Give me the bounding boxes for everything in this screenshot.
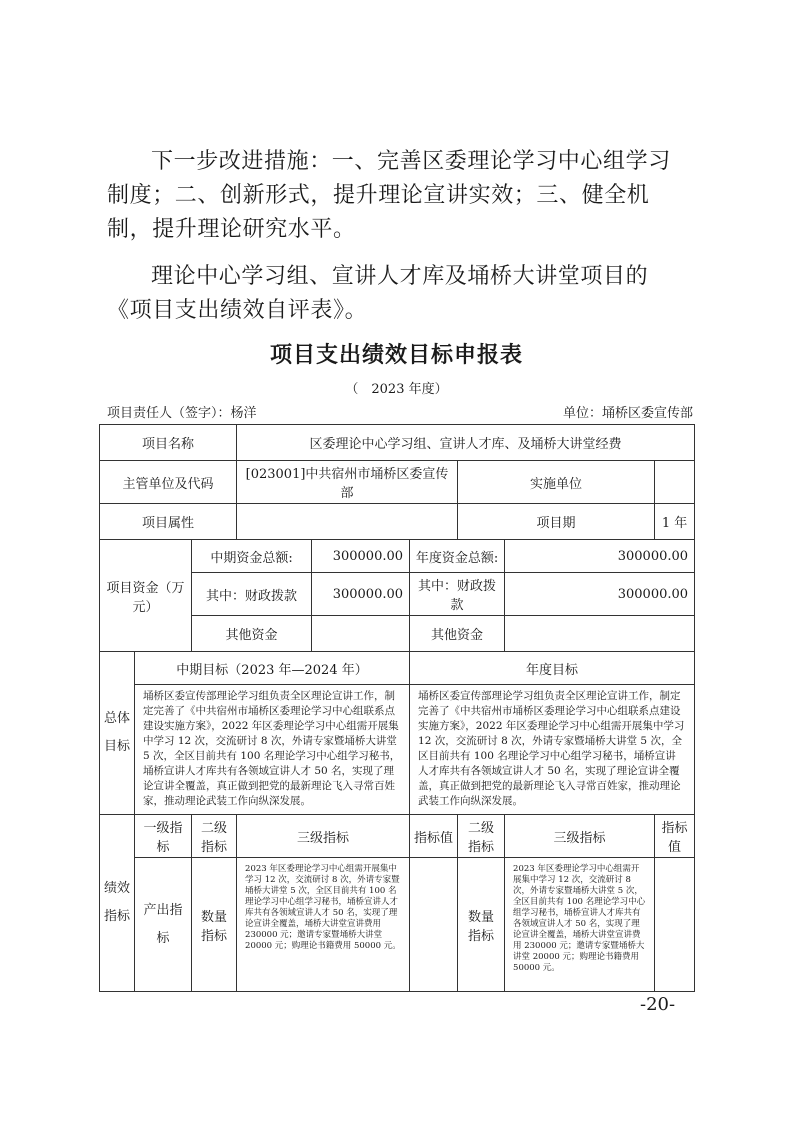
overall-goal-label: 总体目标 <box>100 652 135 815</box>
row-goal-header <box>100 652 695 685</box>
attr-value <box>237 504 458 540</box>
responsible-person: 项目责任人（签字）：杨洋 <box>107 406 257 421</box>
quantity-indicator-label: 数量指标 <box>192 858 237 992</box>
quantity-indicator-text-b: 2023 年区委理论学习中心组需开展集中学习 12 次，交流研讨 8 次，外请专家暨埇桥大讲堂 5 次，全区目前共有 100 名理论学习中心组学习秘书，埇桥宣讲人才库共有各领域宣讲人才 50 名，实现了理论宣讲全覆盖，埇桥大讲堂宣讲费用 230000 元；邀请专家暨埇桥大讲堂 20000 元；购理论书籍费用 50000 元。 <box>505 858 655 992</box>
mid-fiscal-value: 300000.00 <box>312 573 410 616</box>
value-header-b: 指标值 <box>655 815 695 858</box>
period-label: 项目期 <box>458 504 655 540</box>
year-other-value <box>505 616 695 652</box>
level1-header: 一级指标 <box>135 815 192 858</box>
project-name-value: 区委理论中心学习组、宣讲人才库、及埇桥大讲堂经费 <box>237 425 695 461</box>
mid-total-label: 中期资金总额: <box>192 540 312 573</box>
period-value: 1 年 <box>655 504 695 540</box>
year-goal-label: 年度目标 <box>410 652 695 685</box>
performance-indicator-label: 绩效指标 <box>100 815 135 992</box>
form-title: 项目支出绩效目标申报表 <box>269 343 523 368</box>
quantity-indicator-value-b <box>655 858 695 992</box>
unit-name: 单位：埇桥区委宣传部 <box>562 406 693 421</box>
dept-label: 主管单位及代码 <box>100 461 237 504</box>
year-fiscal-value: 300000.00 <box>505 573 695 616</box>
row-department <box>100 461 695 504</box>
fund-label: 项目资金（万元） <box>100 540 192 652</box>
mid-other-value <box>312 616 410 652</box>
paragraph-self-evaluation-note: 理论中心学习组、宣讲人才库及埇桥大讲堂项目的《项目支出绩效自评表》。 <box>107 264 649 323</box>
year-total-label: 年度资金总额: <box>410 540 505 573</box>
quantity-indicator-label-b: 数量指标 <box>458 858 505 992</box>
year-goal-text: 埇桥区委宣传部理论学习组负责全区理论宣讲工作，制定完善了《中共宿州市埇桥区委理论学习中心组联系点建设实施方案》，2022 年区委理论学习中心组需开展集中学习 12 次，交流研讨 8 次，外请专家暨埇桥大讲堂 5 次，全区目前共有 100 名理论学习中心组学习秘书，埇桥宣讲人才库共有各领域宣讲人才 50 名，实现了理论宣讲全覆盖，真正做到把党的最新理论飞入寻常百姓家，推动理论武装工作向纵深发展。 <box>410 685 695 815</box>
impl-label: 实施单位 <box>458 461 655 504</box>
mid-other-label: 其他资金 <box>192 616 312 652</box>
year-fiscal-label: 其中：财政拨款 <box>410 573 505 616</box>
value-header: 指标值 <box>410 815 458 858</box>
mid-goal-text: 埇桥区委宣传部理论学习组负责全区理论宣讲工作，制定完善了《中共宿州市埇桥区委理论学习中心组联系点建设实施方案》，2022 年区委理论学习中心组需开展集中学习 12 次，交流研讨 8 次，外请专家暨埇桥大讲堂 5 次，全区目前共有 100 名理论学习中心组学习秘书，埇桥宣讲人才库共有各领域宣讲人才 50 名，实现了理论宣讲全覆盖，真正做到把党的最新理论飞入寻常百姓家，推动理论武装工作向纵深发展。 <box>135 685 410 815</box>
mid-goal-label: 中期目标（2023 年—2024 年） <box>135 652 410 685</box>
mid-fiscal-label: 其中：财政拨款 <box>192 573 312 616</box>
row-project-attr <box>100 504 695 540</box>
level2-header-b: 二级指标 <box>458 815 505 858</box>
paragraph-improvement-measures: 下一步改进措施：一、完善区委理论学习中心组学习制度；二、创新形式，提升理论宣讲实效；三、健全机制，提升理论研究水平。 <box>107 149 671 242</box>
dept-value: [023001]中共宿州市埇桥区委宣传部 <box>237 461 458 504</box>
level2-header: 二级指标 <box>192 815 237 858</box>
form-year: （ 2023 年度） <box>345 382 448 397</box>
project-name-label: 项目名称 <box>100 425 237 461</box>
row-goal-text <box>100 685 695 815</box>
row-indicator-header <box>100 815 695 858</box>
row-fund-total <box>100 540 695 573</box>
row-project-name <box>100 425 695 461</box>
year-total-value: 300000.00 <box>505 540 695 573</box>
performance-target-table <box>99 424 695 992</box>
quantity-indicator-value <box>410 858 458 992</box>
impl-value <box>655 461 695 504</box>
attr-label: 项目属性 <box>100 504 237 540</box>
quantity-indicator-text: 2023 年区委理论学习中心组需开展集中学习 12 次，交流研讨 8 次，外请专家暨埇桥大讲堂 5 次，全区目前共有 100 名理论学习中心组学习秘书，埇桥宣讲人才库共有各领域宣讲人才 50 名，实现了理论宣讲全覆盖，埇桥大讲堂宣讲费用 230000 元；邀请专家暨埇桥大讲堂 20000 元；购理论书籍费用 50000 元。 <box>237 858 410 992</box>
level3-header-b: 三级指标 <box>505 815 655 858</box>
output-indicator-label: 产出指标 <box>135 858 192 992</box>
level3-header: 三级指标 <box>237 815 410 858</box>
mid-total-value: 300000.00 <box>312 540 410 573</box>
row-quantity-indicator <box>100 858 695 992</box>
year-other-label: 其他资金 <box>410 616 505 652</box>
page-number: -20- <box>640 994 676 1015</box>
